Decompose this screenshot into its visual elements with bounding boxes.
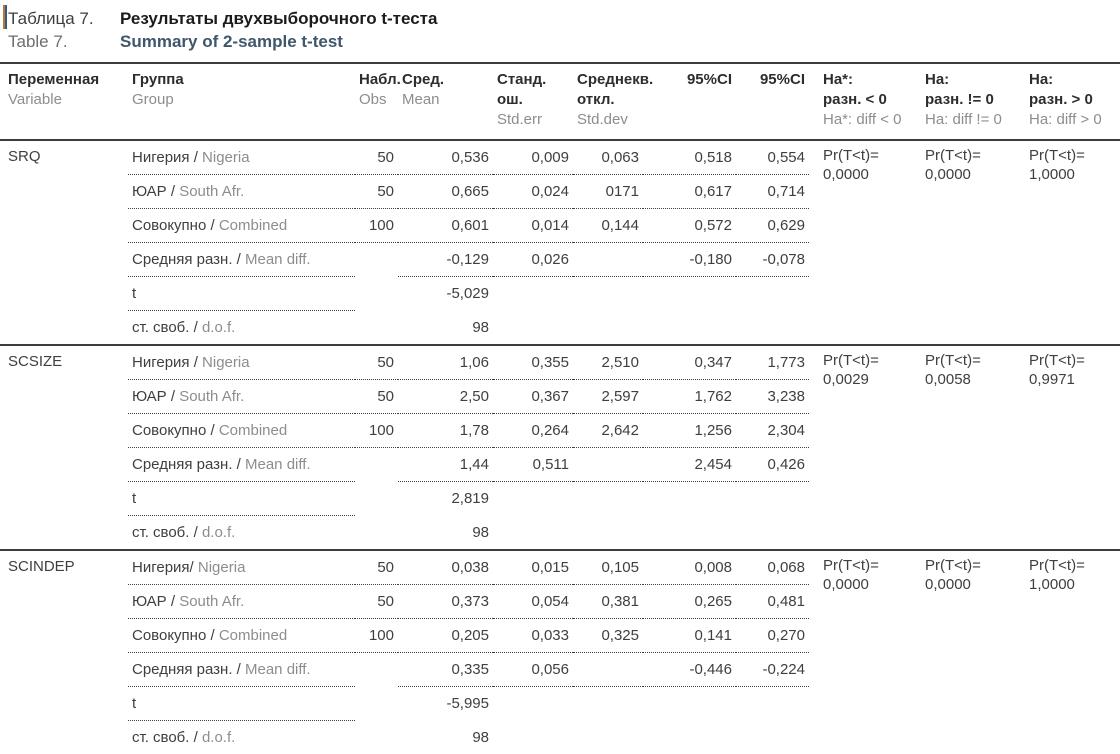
col-header-obs: Набл. Obs [355,64,398,140]
stderr-cell [493,721,573,754]
group-cell: Совокупно / Combined [128,414,355,448]
ci-high-cell: 0,068 [736,550,809,585]
obs-cell [355,243,398,277]
stderr-cell: 0,033 [493,619,573,653]
ci-high-cell: 0,714 [736,175,809,209]
ci-low-cell: 0,572 [643,209,736,243]
ci-high-cell: 0,270 [736,619,809,653]
mean-cell: 0,373 [398,585,493,619]
variable-label: SCSIZE [0,345,128,550]
ci-high-cell: 0,426 [736,448,809,482]
pr-gt-cell: Pr(T<t)= 1,0000 [1015,140,1120,345]
ci-low-cell [643,516,736,551]
mean-cell: 98 [398,516,493,551]
ci-low-cell: 1,256 [643,414,736,448]
caption-label-ru: Таблица 7. [8,7,120,30]
variable-label: SCINDEP [0,550,128,754]
group-cell: t [128,277,355,311]
pr-lt-cell: Pr(T<t)= 0,0000 [809,550,911,754]
variable-label: SRQ [0,140,128,345]
caption-title-en: Summary of 2-sample t-test [120,30,343,53]
group-cell: ст. своб. / d.o.f. [128,516,355,551]
group-cell: t [128,687,355,721]
col-header-stderr: Станд. ош. Std.err [493,64,573,140]
ci-high-cell [736,516,809,551]
group-cell: ст. своб. / d.o.f. [128,311,355,346]
group-cell: Средняя разн. / Mean diff. [128,243,355,277]
ci-high-cell: 2,304 [736,414,809,448]
ci-low-cell: 0,008 [643,550,736,585]
mean-cell: 1,78 [398,414,493,448]
group-cell: ст. своб. / d.o.f. [128,721,355,754]
ci-high-cell [736,721,809,754]
stderr-cell: 0,367 [493,380,573,414]
obs-cell: 50 [355,380,398,414]
stddev-cell [573,687,643,721]
section-srq [0,140,1120,345]
stddev-cell [573,277,643,311]
mean-cell: 0,665 [398,175,493,209]
group-cell: Средняя разн. / Mean diff. [128,448,355,482]
obs-cell [355,448,398,482]
group-cell: Совокупно / Combined [128,209,355,243]
pr-lt-cell: Pr(T<t)= 0,0000 [809,140,911,345]
mean-cell: 2,50 [398,380,493,414]
table-row [0,550,1120,585]
stderr-cell: 0,009 [493,140,573,175]
results-table [0,64,1120,754]
mean-cell: 0,601 [398,209,493,243]
stddev-cell: 0,381 [573,585,643,619]
pr-gt-cell: Pr(T<t)= 1,0000 [1015,550,1120,754]
ci-low-cell: -0,180 [643,243,736,277]
mean-cell: -5,995 [398,687,493,721]
caption-title-ru: Результаты двухвыборочного t-теста [120,7,437,30]
group-cell: ЮАР / South Afr. [128,585,355,619]
pr-ne-cell: Pr(T<t)= 0,0000 [911,550,1015,754]
stderr-cell: 0,026 [493,243,573,277]
group-cell: Средняя разн. / Mean diff. [128,653,355,687]
pr-ne-cell: Pr(T<t)= 0,0058 [911,345,1015,550]
stderr-cell: 0,264 [493,414,573,448]
pr-lt-cell: Pr(T<t)= 0,0029 [809,345,911,550]
obs-cell: 100 [355,619,398,653]
col-header-ha-gt: Ha: разн. > 0 Ha: diff > 0 [1015,64,1120,140]
stddev-cell: 0,105 [573,550,643,585]
ci-low-cell: 2,454 [643,448,736,482]
mean-cell: -5,029 [398,277,493,311]
stderr-cell: 0,056 [493,653,573,687]
stddev-cell: 0,325 [573,619,643,653]
ci-low-cell [643,687,736,721]
group-cell: Нигерия/ Nigeria [128,550,355,585]
stddev-cell [573,448,643,482]
obs-cell: 50 [355,345,398,380]
group-cell: Нигерия / Nigeria [128,140,355,175]
ci-high-cell [736,482,809,516]
ci-high-cell [736,277,809,311]
stderr-cell [493,311,573,346]
ci-high-cell [736,687,809,721]
stddev-cell [573,721,643,754]
col-header-group: Группа Group [128,64,355,140]
stderr-cell: 0,355 [493,345,573,380]
group-cell: t [128,482,355,516]
table-caption [0,0,1120,64]
stddev-cell: 2,642 [573,414,643,448]
obs-cell [355,482,398,516]
mean-cell: 1,06 [398,345,493,380]
col-header-mean: Сред. Mean [398,64,493,140]
stderr-cell [493,687,573,721]
stderr-cell: 0,024 [493,175,573,209]
mean-cell: 0,038 [398,550,493,585]
mean-cell: 1,44 [398,448,493,482]
obs-cell: 50 [355,140,398,175]
stddev-cell [573,311,643,346]
mean-cell: 0,536 [398,140,493,175]
ci-low-cell: -0,446 [643,653,736,687]
mean-cell: 0,205 [398,619,493,653]
stddev-cell [573,653,643,687]
obs-cell [355,721,398,754]
ci-high-cell: 0,629 [736,209,809,243]
ci-low-cell [643,311,736,346]
ci-low-cell [643,277,736,311]
obs-cell: 50 [355,550,398,585]
ci-high-cell [736,311,809,346]
mean-cell: 2,819 [398,482,493,516]
mean-cell: -0,129 [398,243,493,277]
table-row [0,140,1120,175]
stderr-cell: 0,015 [493,550,573,585]
stderr-cell: 0,511 [493,448,573,482]
col-header-ha-lt: Ha*: разн. < 0 Ha*: diff < 0 [809,64,911,140]
group-cell: Нигерия / Nigeria [128,345,355,380]
ci-high-cell: 0,554 [736,140,809,175]
col-header-ha-ne: Ha: разн. != 0 Ha: diff != 0 [911,64,1015,140]
stderr-cell [493,516,573,551]
stddev-cell: 0,063 [573,140,643,175]
ci-low-cell: 0,141 [643,619,736,653]
ci-low-cell: 0,617 [643,175,736,209]
stderr-cell: 0,054 [493,585,573,619]
group-cell: Совокупно / Combined [128,619,355,653]
obs-cell [355,653,398,687]
pr-gt-cell: Pr(T<t)= 0,9971 [1015,345,1120,550]
obs-cell: 100 [355,209,398,243]
ci-low-cell: 0,265 [643,585,736,619]
group-cell: ЮАР / South Afr. [128,175,355,209]
mean-cell: 98 [398,721,493,754]
stddev-cell: 2,597 [573,380,643,414]
mean-cell: 98 [398,311,493,346]
stderr-cell [493,277,573,311]
obs-cell: 50 [355,175,398,209]
col-header-variable: Переменная Variable [0,64,128,140]
ci-high-cell: 1,773 [736,345,809,380]
obs-cell [355,687,398,721]
col-header-ci-high: 95%CI [736,64,809,140]
group-cell: ЮАР / South Afr. [128,380,355,414]
ci-high-cell: -0,224 [736,653,809,687]
edge-caret-artifact [3,5,7,29]
ci-low-cell [643,482,736,516]
stderr-cell: 0,014 [493,209,573,243]
col-header-ci-low: 95%CI [643,64,736,140]
obs-cell: 50 [355,585,398,619]
section-scindep [0,550,1120,754]
ci-low-cell: 1,762 [643,380,736,414]
stddev-cell: 0,144 [573,209,643,243]
ci-high-cell: 3,238 [736,380,809,414]
caption-label-en: Table 7. [8,30,120,53]
obs-cell [355,311,398,346]
pr-ne-cell: Pr(T<t)= 0,0000 [911,140,1015,345]
stddev-cell [573,243,643,277]
ci-low-cell [643,721,736,754]
ci-high-cell: 0,481 [736,585,809,619]
col-header-stddev: Среднекв. откл. Std.dev [573,64,643,140]
section-scsize [0,345,1120,550]
ci-low-cell: 0,518 [643,140,736,175]
stddev-cell: 0171 [573,175,643,209]
stddev-cell [573,516,643,551]
obs-cell [355,516,398,551]
stddev-cell: 2,510 [573,345,643,380]
ci-low-cell: 0,347 [643,345,736,380]
stderr-cell [493,482,573,516]
header-row [0,64,1120,140]
stddev-cell [573,482,643,516]
ci-high-cell: -0,078 [736,243,809,277]
mean-cell: 0,335 [398,653,493,687]
obs-cell: 100 [355,414,398,448]
table-row [0,345,1120,380]
obs-cell [355,277,398,311]
